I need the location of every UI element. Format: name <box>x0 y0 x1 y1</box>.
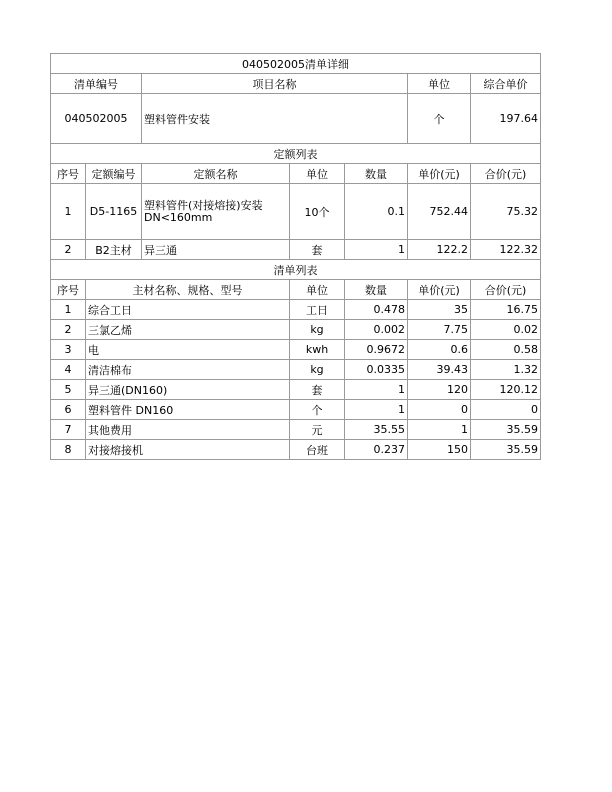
material-qty: 1 <box>345 400 408 420</box>
list-item-unit: 个 <box>408 94 471 144</box>
list-header-row <box>51 74 541 94</box>
material-price: 35 <box>408 300 471 320</box>
list-item-code: 040502005 <box>51 94 142 144</box>
quota-header-seq: 序号 <box>51 164 86 184</box>
material-row <box>51 380 541 400</box>
material-price: 0.6 <box>408 340 471 360</box>
quota-name: 塑料管件(对接熔接)安装 DN<160mm <box>142 184 290 240</box>
bill-detail-table <box>50 53 541 460</box>
quota-total: 122.32 <box>471 240 541 260</box>
quota-header-price: 单价(元) <box>408 164 471 184</box>
quota-seq: 2 <box>51 240 86 260</box>
material-seq: 1 <box>51 300 86 320</box>
material-row <box>51 420 541 440</box>
material-header-row <box>51 280 541 300</box>
material-seq: 6 <box>51 400 86 420</box>
material-seq: 5 <box>51 380 86 400</box>
material-qty: 0.0335 <box>345 360 408 380</box>
material-unit: 台班 <box>290 440 345 460</box>
material-header-price: 单价(元) <box>408 280 471 300</box>
material-seq: 3 <box>51 340 86 360</box>
material-name: 三氯乙烯 <box>86 320 290 340</box>
material-name: 清洁棉布 <box>86 360 290 380</box>
material-row <box>51 400 541 420</box>
material-name: 其他费用 <box>86 420 290 440</box>
quota-row <box>51 240 541 260</box>
material-name: 电 <box>86 340 290 360</box>
quota-header-unit: 单位 <box>290 164 345 184</box>
quota-name: 异三通 <box>142 240 290 260</box>
material-header-unit: 单位 <box>290 280 345 300</box>
quota-header-row <box>51 164 541 184</box>
material-row <box>51 300 541 320</box>
header-item-name: 项目名称 <box>142 74 408 94</box>
header-unit: 单位 <box>408 74 471 94</box>
title-row <box>51 54 541 74</box>
quota-section-row <box>51 144 541 164</box>
material-name: 塑料管件 DN160 <box>86 400 290 420</box>
material-seq: 4 <box>51 360 86 380</box>
material-total: 120.12 <box>471 380 541 400</box>
quota-total: 75.32 <box>471 184 541 240</box>
material-total: 0 <box>471 400 541 420</box>
header-list-code: 清单编号 <box>51 74 142 94</box>
quota-price: 752.44 <box>408 184 471 240</box>
material-total: 0.02 <box>471 320 541 340</box>
material-qty: 0.002 <box>345 320 408 340</box>
material-row <box>51 440 541 460</box>
material-qty: 0.237 <box>345 440 408 460</box>
material-unit: 个 <box>290 400 345 420</box>
material-row <box>51 360 541 380</box>
material-price: 39.43 <box>408 360 471 380</box>
quota-header-code: 定额编号 <box>86 164 142 184</box>
quota-unit: 10个 <box>290 184 345 240</box>
material-price: 1 <box>408 420 471 440</box>
material-total: 35.59 <box>471 440 541 460</box>
material-row <box>51 340 541 360</box>
quota-price: 122.2 <box>408 240 471 260</box>
material-price: 7.75 <box>408 320 471 340</box>
material-unit: 元 <box>290 420 345 440</box>
material-qty: 0.478 <box>345 300 408 320</box>
quota-row <box>51 184 541 240</box>
quota-code: D5-1165 <box>86 184 142 240</box>
material-price: 0 <box>408 400 471 420</box>
material-section-title: 清单列表 <box>51 260 541 280</box>
table-title: 040502005清单详细 <box>51 54 541 74</box>
material-name: 综合工日 <box>86 300 290 320</box>
quota-header-name: 定额名称 <box>142 164 290 184</box>
material-seq: 2 <box>51 320 86 340</box>
quota-qty: 1 <box>345 240 408 260</box>
material-qty: 1 <box>345 380 408 400</box>
material-unit: kwh <box>290 340 345 360</box>
material-header-seq: 序号 <box>51 280 86 300</box>
material-header-qty: 数量 <box>345 280 408 300</box>
material-unit: kg <box>290 320 345 340</box>
material-header-name: 主材名称、规格、型号 <box>86 280 290 300</box>
material-qty: 0.9672 <box>345 340 408 360</box>
material-row <box>51 320 541 340</box>
list-item-row <box>51 94 541 144</box>
material-seq: 8 <box>51 440 86 460</box>
material-total: 35.59 <box>471 420 541 440</box>
material-total: 16.75 <box>471 300 541 320</box>
quota-code: B2主材 <box>86 240 142 260</box>
material-name: 对接熔接机 <box>86 440 290 460</box>
material-header-total: 合价(元) <box>471 280 541 300</box>
material-unit: 工日 <box>290 300 345 320</box>
quota-unit: 套 <box>290 240 345 260</box>
material-price: 120 <box>408 380 471 400</box>
material-qty: 35.55 <box>345 420 408 440</box>
header-unit-price: 综合单价 <box>471 74 541 94</box>
material-price: 150 <box>408 440 471 460</box>
material-section-row <box>51 260 541 280</box>
quota-seq: 1 <box>51 184 86 240</box>
list-item-unit-price: 197.64 <box>471 94 541 144</box>
material-seq: 7 <box>51 420 86 440</box>
quota-header-qty: 数量 <box>345 164 408 184</box>
material-name: 异三通(DN160) <box>86 380 290 400</box>
material-total: 1.32 <box>471 360 541 380</box>
quota-qty: 0.1 <box>345 184 408 240</box>
quota-section-title: 定额列表 <box>51 144 541 164</box>
quota-header-total: 合价(元) <box>471 164 541 184</box>
material-total: 0.58 <box>471 340 541 360</box>
list-item-name: 塑料管件安装 <box>142 94 408 144</box>
material-unit: kg <box>290 360 345 380</box>
material-unit: 套 <box>290 380 345 400</box>
